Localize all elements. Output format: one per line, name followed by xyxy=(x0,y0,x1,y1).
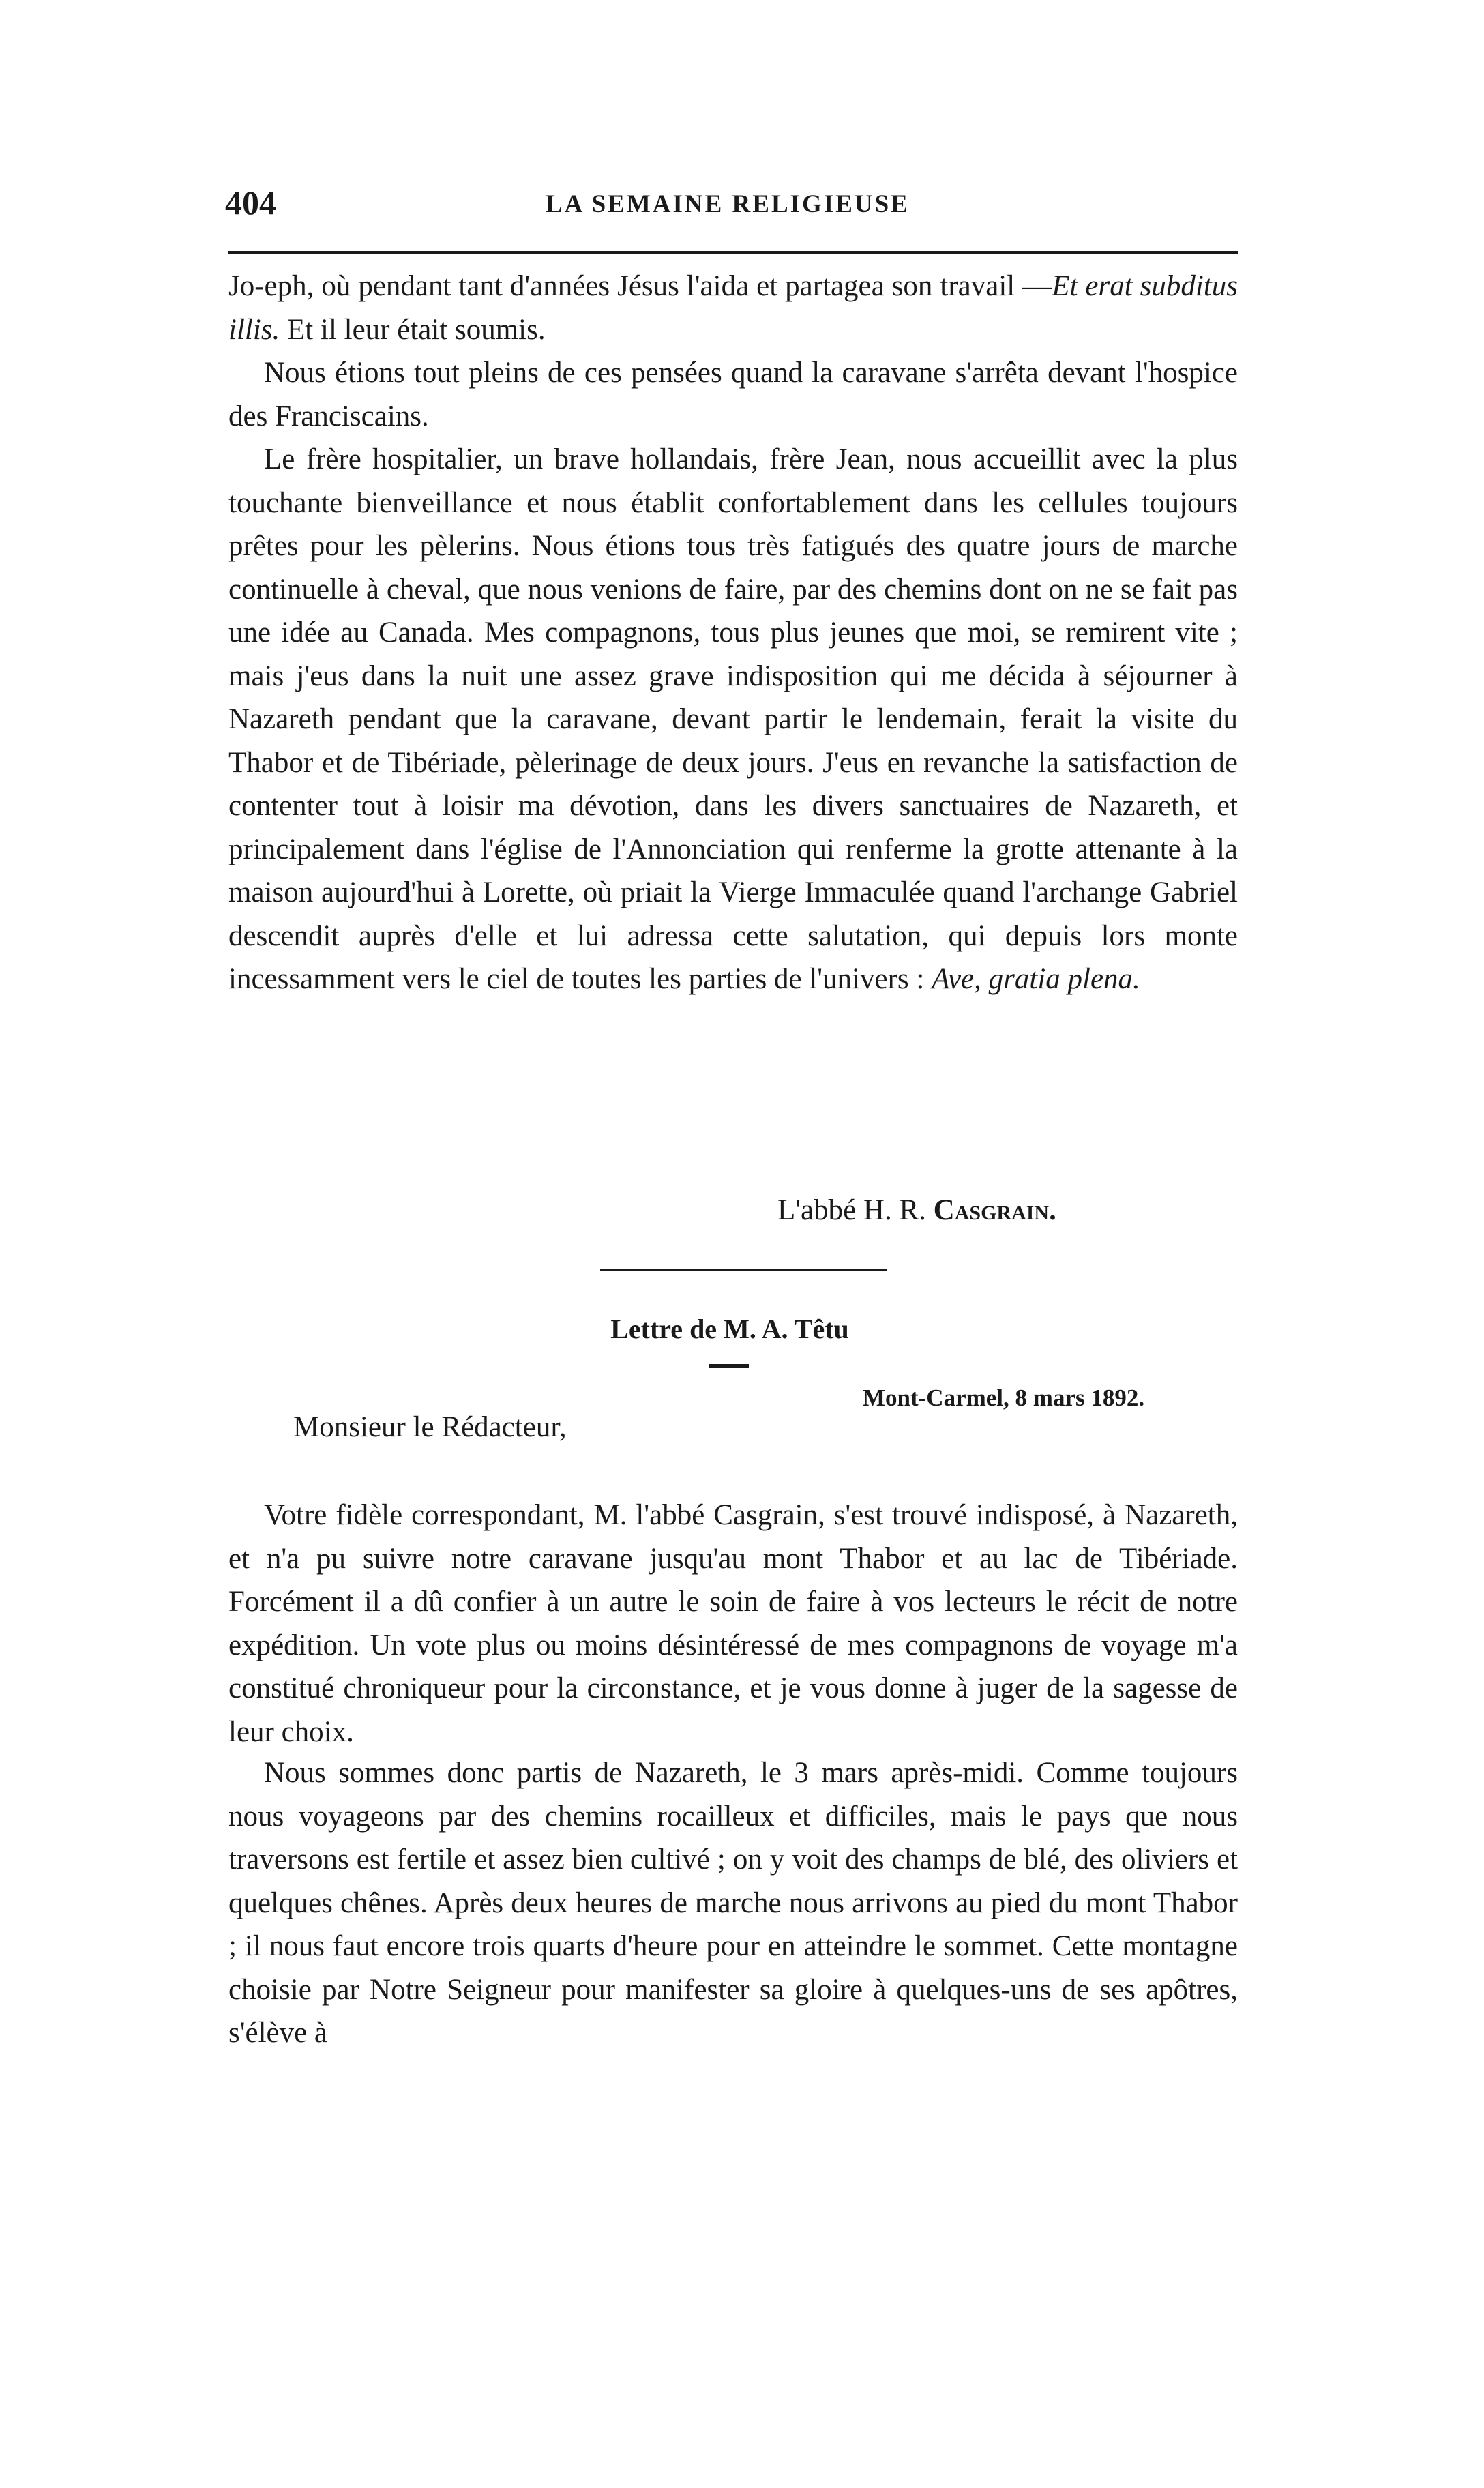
article1-signature xyxy=(777,1194,1056,1227)
page-number: 404 xyxy=(225,183,276,222)
signature-prefix: L'abbé H. R. xyxy=(777,1194,934,1226)
article2-title: Lettre de M. A. Têtu xyxy=(610,1314,849,1344)
article2-salutation: Monsieur le Rédacteur, xyxy=(293,1411,567,1443)
article1-paragraph-1 xyxy=(228,265,1238,351)
article2-paragraph-1: Votre fidèle correspondant, M. l'abbé Casgrain, s'est trouvé indisposé, à Nazareth, et n'a pu suivre notre caravane jusqu'au mont Thabor et au lac de Tibériade. Forcément il a dû confier à un autre le soin de faire à vos lecteurs le récit de notre expédition. Un vote plus ou moins désintéressé de mes compagnons de voyage m'a constitué chroniqueur pour la circonstance, et je vous donne à juger de la sagesse de leur choix. xyxy=(228,1499,1238,1748)
article1-paragraph-3 xyxy=(228,438,1238,1001)
section-divider xyxy=(600,1269,887,1271)
article2-paragraph-2: Nous sommes donc partis de Nazareth, le 3 mars après-midi. Comme toujours nous voyageons par des chemins rocailleux et difficiles, mais le pays que nous traversons est fertile et assez bien cultivé ; on y voit des champs de blé, des oliviers et quelques chênes. Après deux heures de marche nous arrivons au pied du mont Thabor ; il nous faut encore trois quarts d'heure pour en atteindre le sommet. Cette montagne choisie par Notre Seigneur pour manifester sa gloire à quelques-uns de ses apôtres, s'élève à xyxy=(228,1757,1238,2049)
page-header xyxy=(225,183,1248,231)
header-rule xyxy=(228,251,1238,254)
article1-p1-text: Jo-eph, où pendant tant d'années Jésus l'aida et partagea son travail — xyxy=(228,270,1052,302)
article1-p1-translation: Et il leur était soumis. xyxy=(280,313,546,346)
article2-dateline: Mont-Carmel, 8 mars 1892. xyxy=(863,1384,1145,1411)
title-dash xyxy=(709,1364,749,1368)
article1-paragraph-2: Nous étions tout pleins de ces pensées quand la caravane s'arrêta devant l'hospice des Franciscains. xyxy=(228,357,1238,432)
article1-p3-text: Le frère hospitalier, un brave hollandais, frère Jean, nous accueillit avec la plus touchante bienveillance et nous établit confortablement dans les cellules toujours prêtes pour les pèlerins. Nous étions tous très fatigués des quatre jours de marche continuelle à cheval, que nous venions de faire, par des chemins dont on ne se fait pas une idée au Canada. Mes compagnons, tous plus jeunes que moi, se remirent vite ; mais j'eus dans la nuit une assez grave indisposition qui me décida à séjourner à Nazareth pendant que la caravane, devant partir le lendemain, ferait la visite du Thabor et de Tibériade, pèlerinage de deux jours. J'eus en revanche la satisfaction de contenter tout à loisir ma dévotion, dans les divers sanctuaires de Nazareth, et principalement dans l'église de l'Annonciation qui renferme la grotte attenante à la maison aujourd'hui à Lorette, où priait la Vierge Immaculée quand l'archange Gabriel descendit auprès d'elle et lui adressa cette salutation, qui depuis lors monte incessamment vers le ciel de toutes les parties de l'univers : xyxy=(228,443,1238,995)
article1-p3-latin: Ave, gratia plena. xyxy=(932,963,1140,995)
article1-p1-latin: Et erat subditus illis. xyxy=(228,270,1238,346)
running-head: LA SEMAINE RELIGIEUSE xyxy=(546,190,910,218)
signature-name: Casgrain. xyxy=(933,1194,1056,1226)
